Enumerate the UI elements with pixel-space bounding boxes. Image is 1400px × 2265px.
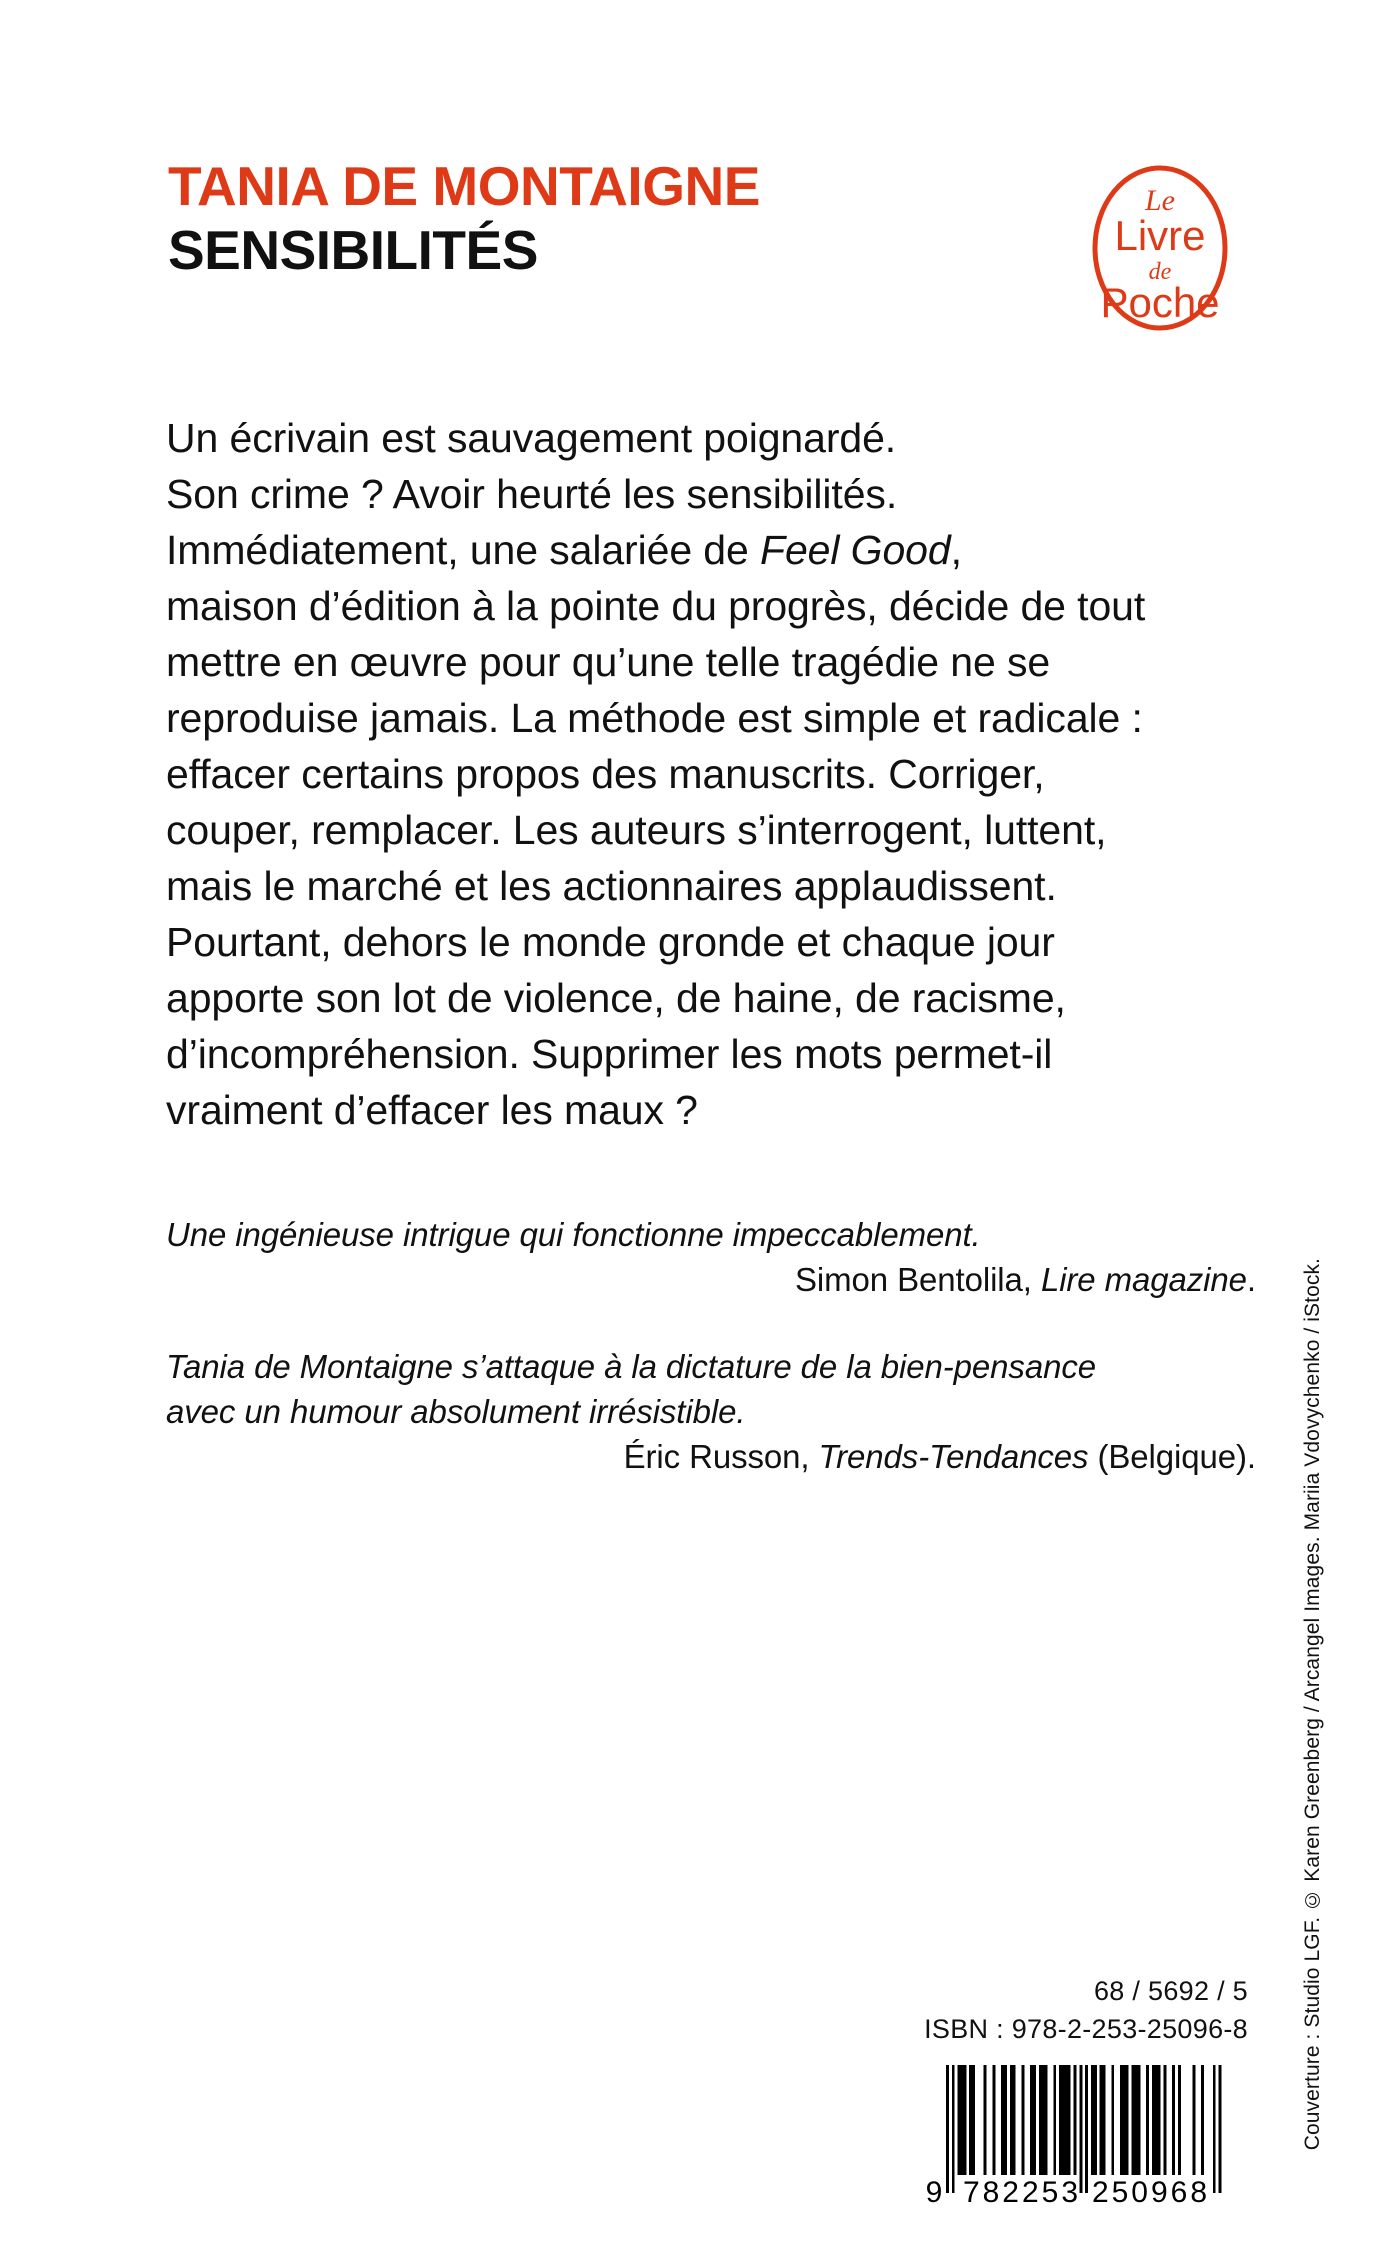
logo-text-poche: Poche bbox=[1100, 279, 1220, 326]
blurb-line: couper, remplacer. Les auteurs s’interrogent, luttent, bbox=[166, 807, 1107, 853]
logo-text-de: de bbox=[1148, 259, 1172, 285]
catalog-number: 68 / 5692 / 5 bbox=[1093, 1976, 1248, 2006]
blurb-text bbox=[166, 410, 1246, 1138]
cover-credit-vertical bbox=[1296, 1090, 1330, 2150]
quote-text: Une ingénieuse intrigue qui fonctionne impeccablement. bbox=[166, 1216, 981, 1253]
logo-text-livre: Livre bbox=[1114, 212, 1206, 259]
quote-attribution bbox=[166, 1434, 1256, 1479]
ean13-barcode bbox=[924, 2063, 1244, 2211]
quote-text: avec un humour absolument irrésistible. bbox=[166, 1393, 746, 1430]
blurb-line bbox=[166, 522, 1246, 578]
cover-credit-text: Couverture : Studio LGF. © Karen Greenberg / Arcangel Images. Mariia Vdovychenko / iStock. bbox=[1301, 1257, 1324, 2150]
blurb-line: vraiment d’effacer les maux ? bbox=[166, 1087, 698, 1133]
barcode-left-group: 782253 bbox=[962, 2176, 1082, 2209]
blurb-line: d’incompréhension. Supprimer les mots permet-il bbox=[166, 1031, 1053, 1077]
quote-attrib-suffix: (Belgique). bbox=[1088, 1438, 1256, 1475]
quote-attrib-source: Trends-Tendances bbox=[818, 1438, 1089, 1475]
quote-text: Tania de Montaigne s’attaque à la dictature de la bien-pensance bbox=[166, 1348, 1096, 1385]
blurb-line: maison d’édition à la pointe du progrès, décide de tout bbox=[166, 583, 1146, 629]
barcode-right-group: 250968 bbox=[1091, 2176, 1211, 2209]
blurb-line: apporte son lot de violence, de haine, de racisme, bbox=[166, 975, 1066, 1021]
book-title: SENSIBILITÉS bbox=[168, 219, 538, 282]
press-quote bbox=[166, 1212, 1256, 1302]
blurb-line: mais le marché et les actionnaires applaudissent. bbox=[166, 863, 1057, 909]
press-quotes bbox=[166, 1212, 1256, 1521]
isbn-number: ISBN : 978-2-253-25096-8 bbox=[924, 2014, 1248, 2044]
blurb-line: Pourtant, dehors le monde gronde et chaque jour bbox=[166, 919, 1055, 965]
press-quote bbox=[166, 1344, 1256, 1479]
blurb-line: Un écrivain est sauvagement poignardé. bbox=[166, 415, 897, 461]
logo-text-le: Le bbox=[1145, 184, 1175, 217]
quote-attribution bbox=[166, 1257, 1256, 1302]
publisher-logo-le-livre-de-poche bbox=[1086, 162, 1234, 334]
blurb-line: effacer certains propos des manuscrits. Corriger, bbox=[166, 751, 1045, 797]
isbn-block bbox=[924, 1972, 1248, 2048]
barcode-bars bbox=[946, 2065, 1222, 2193]
blurb-line: Son crime ? Avoir heurté les sensibilités. bbox=[166, 471, 898, 517]
quote-attrib-source: Lire magazine bbox=[1040, 1261, 1247, 1298]
blurb-italic-feel-good: Feel Good bbox=[760, 527, 951, 573]
blurb-line: mettre en œuvre pour qu’une telle tragédie ne se bbox=[166, 639, 1051, 685]
blurb-line-post: , bbox=[950, 527, 962, 573]
blurb-line: reproduise jamais. La méthode est simple et radicale : bbox=[166, 695, 1143, 741]
cover-header bbox=[168, 155, 1048, 282]
quote-attrib-author: Éric Russon, bbox=[623, 1438, 819, 1475]
quote-attrib-author: Simon Bentolila, bbox=[795, 1261, 1041, 1298]
quote-attrib-suffix: . bbox=[1246, 1261, 1256, 1298]
barcode-lead-digit: 9 bbox=[925, 2176, 943, 2209]
author-name: TANIA DE MONTAIGNE bbox=[168, 155, 760, 217]
blurb-line-pre: Immédiatement, une salariée de bbox=[166, 527, 761, 573]
